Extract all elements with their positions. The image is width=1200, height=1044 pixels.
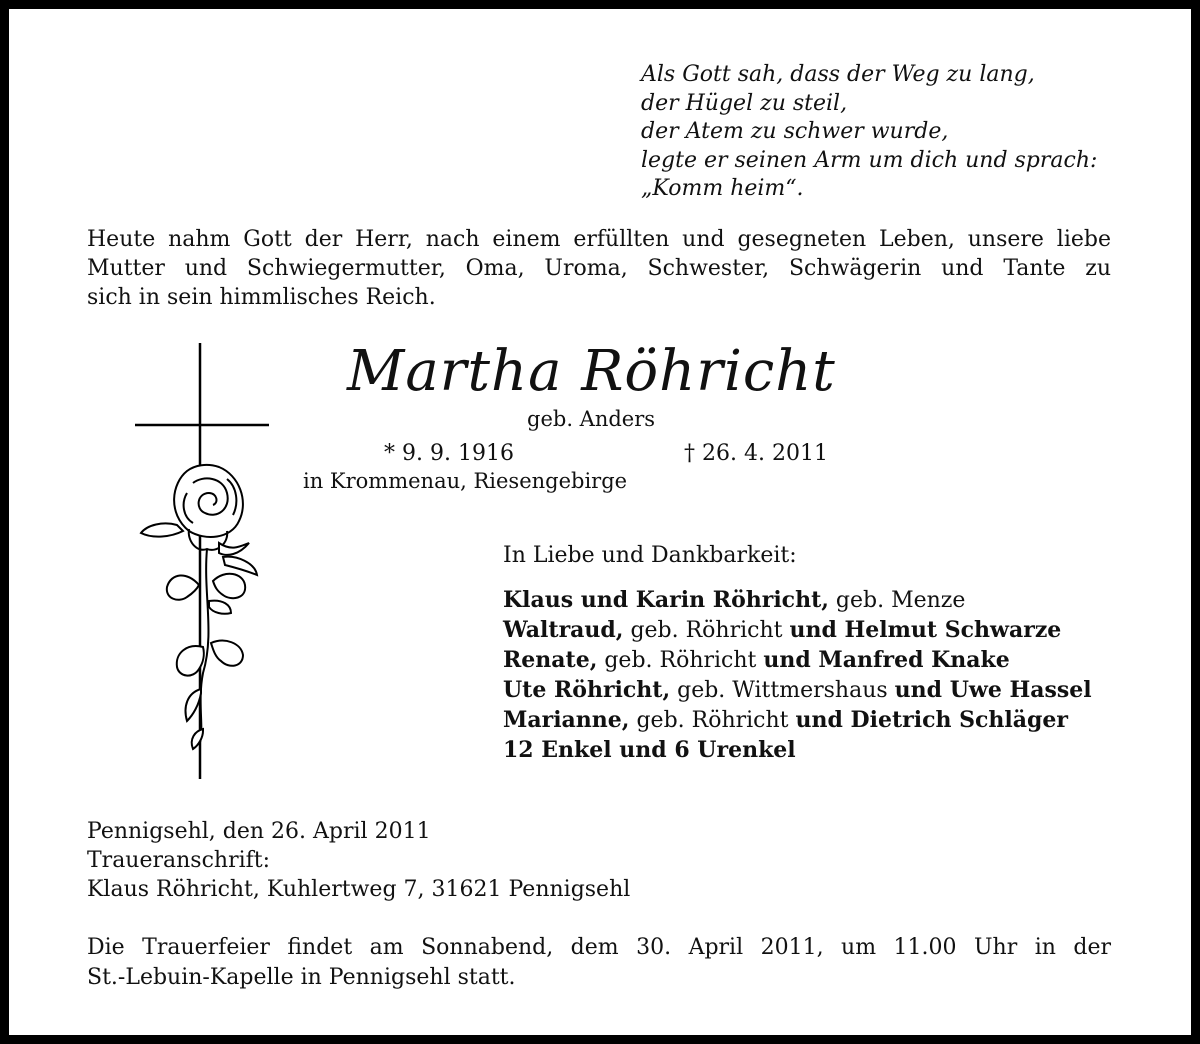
cross-icon — [135, 343, 269, 779]
mourner-names: Ute Röhricht, — [503, 677, 671, 703]
service-line: St.-Lebuin-Kapelle in Pennigsehl statt. — [87, 965, 516, 990]
mourner-names: Klaus und Karin Röhricht, — [503, 587, 829, 613]
poem-line: legte er seinen Arm um dich und sprach: — [641, 147, 1098, 173]
mourner-line — [503, 675, 1092, 705]
mourner-line — [503, 585, 1092, 615]
mourner-born-name: geb. Wittmershaus — [670, 678, 895, 703]
closing-block — [87, 817, 630, 904]
poem-line: „Komm heim“. — [641, 176, 804, 201]
poem-line: der Hügel zu steil, — [641, 90, 848, 116]
mourner-names: Waltraud, — [503, 617, 624, 643]
service-line: Die Trauerfeier findet am Sonnabend, dem 30. April 2011, um 11.00 Uhr in der — [87, 935, 1111, 960]
thanks-intro: In Liebe und Dankbarkeit: — [503, 543, 797, 568]
poem-line: der Atem zu schwer wurde, — [641, 119, 949, 144]
mourner-spouse: und Uwe Hassel — [894, 677, 1092, 703]
born-name: geb. Anders — [527, 407, 656, 431]
poem — [641, 61, 1097, 204]
intro-line: Mutter und Schwiegermutter, Oma, Uroma, Schwester, Schwägerin und Tante zu — [87, 256, 1111, 281]
mourner-born-name: geb. Menze — [828, 588, 966, 613]
cross-and-rose-icon — [127, 343, 287, 783]
funeral-service-text — [87, 933, 1111, 993]
mourner-spouse: und Dietrich Schläger — [795, 707, 1068, 733]
mourner-names: Renate, — [503, 647, 598, 673]
intro-line: Heute nahm Gott der Herr, nach einem erfüllten und gesegneten Leben, unsere liebe — [87, 227, 1111, 252]
birthplace: in Krommenau, Riesengebirge — [303, 469, 628, 493]
mourner-line — [503, 735, 1092, 765]
place-date: Pennigsehl, den 26. April 2011 — [87, 819, 431, 844]
mourners-list — [503, 585, 1092, 765]
mourner-line — [503, 645, 1092, 675]
mourner-born-name: geb. Röhricht — [597, 648, 764, 673]
mourner-line — [503, 705, 1092, 735]
intro-text — [87, 225, 1111, 312]
mourner-spouse: und Manfred Knake — [763, 647, 1010, 673]
obituary-notice — [9, 9, 1191, 1035]
death-date: † 26. 4. 2011 — [684, 441, 828, 466]
mourner-line — [503, 615, 1092, 645]
grandchildren: 12 Enkel und 6 Urenkel — [503, 737, 796, 763]
mourner-born-name: geb. Röhricht — [623, 618, 790, 643]
mourner-names: Marianne, — [503, 707, 630, 733]
intro-line: sich in sein himmlisches Reich. — [87, 285, 436, 310]
mourner-born-name: geb. Röhricht — [629, 708, 796, 733]
deceased-name: Martha Röhricht — [347, 339, 836, 404]
address-label: Traueranschrift: — [87, 848, 271, 873]
mourner-spouse: und Helmut Schwarze — [789, 617, 1062, 643]
mourning-address: Klaus Röhricht, Kuhlertweg 7, 31621 Pennigsehl — [87, 877, 631, 902]
poem-line: Als Gott sah, dass der Weg zu lang, — [641, 62, 1035, 87]
birth-date: * 9. 9. 1916 — [384, 441, 514, 466]
